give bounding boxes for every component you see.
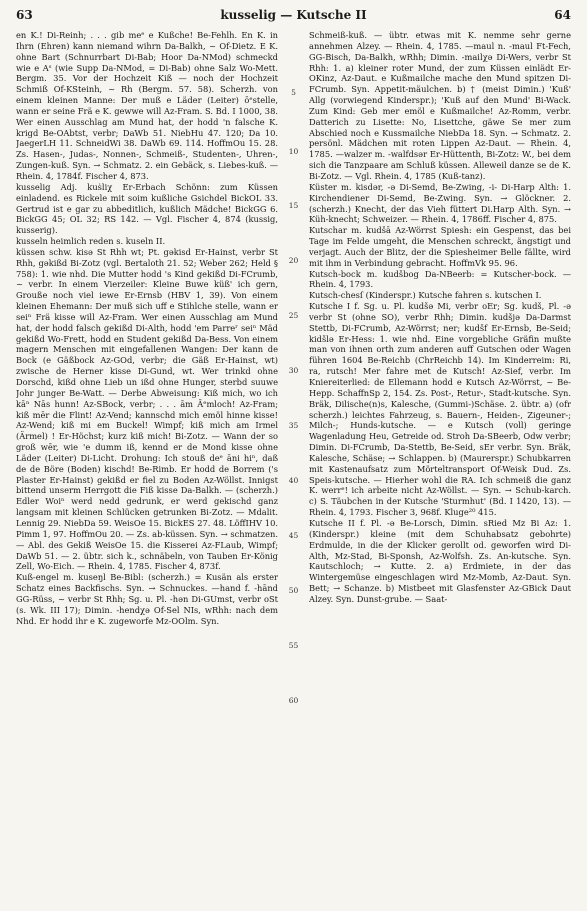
left-column bbox=[16, 30, 278, 910]
line-number: 60 bbox=[288, 696, 299, 705]
line-number: 45 bbox=[288, 531, 299, 540]
entry-kuss-engel: Kuß-engel m. kuseŋl Be-Bibl: (scherzh.) = Kusän als erster Schatz eines Backfischs. Syn. → Schnuckes. —hand f. -hānd GG-Rüss, ~ verbr St Rhh; Sg. u. Pl. -hən Di-GUmst, verbr oSt (s. Wk. III 17); Dimin. -hendχə Of-Sel NIs, wRhh: nach dem Nhd. Er hodd ihr e K. zugeworfe Mz-OOlm. Syn. bbox=[16, 572, 278, 626]
entry-kusseln: kusseln heimlich reden s. kuseln II. bbox=[16, 236, 166, 247]
line-number: 40 bbox=[288, 476, 299, 485]
line-number: 30 bbox=[288, 366, 299, 375]
running-head: kusselig — Kutsche II bbox=[220, 8, 367, 22]
line-number-gutter bbox=[278, 30, 309, 910]
right-page-number: 64 bbox=[554, 8, 571, 22]
left-page-number: 63 bbox=[16, 8, 33, 22]
line-number: 35 bbox=[288, 421, 299, 430]
line-number: 25 bbox=[288, 311, 299, 320]
entry-kutsch-bock: Kutsch-bock m. kudšbog Da-NBeerb: = Kutscher-bock. — Rhein. 4, 1793. bbox=[309, 268, 571, 290]
entry-kutsch-chesf: Kutsch-chesſ (Kinderspr.) Kutsche fahren s. kutschen I. bbox=[309, 290, 542, 301]
line-number: 5 bbox=[291, 88, 296, 97]
entry-kutsche-ii: Kutsche II f. Pl. -ə Be-Lorsch, Dimin. sRied Mz Bi Az: 1. (Kinderspr.) kleine (mit dem Schuhabsatz gebohrte) Erdmulde, in die der Klicker gerollt od. geworfen wird Di-Alth, Mz-Stad, Bi-Sponsh, Az-Wolfsh. Zs. An-kutsche. Syn. Kautschloch; → Kutte. 2. a) Erdmiete, in der das Wintergemüse eingeschlagen wird Mz-Momb, Az-Daut. Syn. Bett; → Schanze. b) Mistbeet mit Glasfenster Az-GBick Daut Alzey. Syn. Dunst-grube. — Saat- bbox=[309, 517, 571, 604]
line-number: 50 bbox=[288, 586, 299, 595]
entry-kuss-cont: en K.! Di-Reinh; . . . gib meᵉ e Kußche! Be-Fehlh. En K. in Ihrn (Ehren) kann niemand wihrn Da-Balkh, ~ Of-Dietz. E K. ohne Bart (Schnurrbart Di-Bab; Hoor Da-NMod) schmeckd wie e Aˢ (wie Supp Da-NMod, = Di-Bab) ohne Salz Wo-Mett. Bergm. 35. Vor der Hochzeit Kiß — noch der Hochzeit Schmiß Of-KSteinh, ~ Rh (Bergm. 57. 58). Scherzh. von einem kleinen Manne: Der muß e Läder (Leiter) ōᵉstelle, wann er seine Frä e K. gewwe will Az-Fram. S. Bd. I 1000, 38. Wer einen Ausschlag am Mund hat, der hodd 'n falsche K. krigd Be-OAbtst, verbr; DaWb 51. NiebHu 47. 120; Da 10. JaegerLH 11. SchneidWi 38. DaWb 69. 114. HoffmOu 15. 28. Zs. Hasen-, Judas-, Nonnen-, Schmeiß-, Studenten-, Uhren-, Zungen-kuß. Syn. → Schmatz. 2. ein Gebäck, s. Liebes-kuß. — Rhein. 4, 1784f. Fischer 4, 873. bbox=[16, 30, 278, 181]
entry-kutsche-i: Kutsche I f. Sg. u. Pl. kudšə Mi, verbr oEr; Sg. kudš, Pl. -ə verbr St (ohne SO), verbr Rhh; Dimin. kudšjə Da-Darmst Stettb, Di-FCrumb, Az-Wörrst; ner; kudšf Er-Ernsb, Be-Seid; kidšlə Er-Hess: 1. wie nhd. Eine vorgebliche Gräfin mußte man von ihnen orth zum anderen auff Gutschen oder Wagen führen 1604 Be-Reichb (ChrReichb 14). Im Kinderreim: Ri, ra, rutsch! Mer fahre met de Kutsch! Az-Sief, verbr. Im Kniereiterlied: de Ellemann hodd e Kutsch Az-Wörrst, ~ Be-Hepp. SchaffnSp 2, 154. Zs. Post-, Retur-, Stadt-kutsche. Syn. Bräk, Dilische(n)s, Kalesche, (Gummi-)Schäse. 2. übtr. a) (ofr scherzh.) leichtes Fahrzeug, s. Bauern-, Heiden-, Zigeuner-; Milch-; Hunds-kutsche. — e Kutsch (voll) geringe Wagenladung Heu, Getreide od. Stroh Da-SBeerb, Odw verbr; Dimin. Di-FCrumb, Da-Stettb, Be-Seid, sEr verbr. Syn. Bräk, Kalesche, Schäse; → Schlappen. b) (Maurerspr.) Schubkarren mit Kastenaufsatz zum Mörteltransport Of-Weisk Dud. Zs. Speis-kutsche. — Hierher wohl die RA. Ich schmeiß die ganz K. werrᵉ! ich arbeite nicht Az-Wöllst. — Syn. → Schub-karch. c) S. Täubchen in der Kutsche 'Sturmhut' (Bd. I 1420, 13). — Rhein. 4, 1793. Fischer 3, 968f. Kluge²⁰ 415. bbox=[309, 301, 571, 518]
line-number: 20 bbox=[288, 256, 299, 265]
line-number: 15 bbox=[288, 201, 299, 210]
entry-kusselig: kusselig Adj. kuṡliχ Er-Erbach Schönn: zum Küssen einladend. es Rickele mit soim kußliche Gsichdel BickOL 33. Gertrud ist e gar zu abbeditlich, kußlich Mädche! BickGG 6. BickGG 45; OL 32; RS 142. — Vgl. Fischer 4, 874 (kussig, kusserig). bbox=[16, 181, 278, 236]
entry-kutschar: Kutschar m. kudšā Az-Wörrst Spiesh: ein Gespenst, das bei Tage im Felde umgeht, die Menschen schreckt, ängstigt und verjagt. Auch der Blitz, der die Spiesheimer Belle fällte, wird mit ihm in Verbindung gebracht. HoffmVk 95. 96. bbox=[309, 225, 571, 268]
entry-kuessen: küssen schw. kisə St Rhh wt; Pt. gəkisd Er-Hainst, verbr St Rhh, gəkißd Bi-Zotz (vgl. Bertaloth 21. 52; Weber 262; Held § 758): 1. wie nhd. Die Mutter hodd 's Kind gekißd Di-FCrumb, ~ verbr. In einem Vierzeiler: Kleine Buwe küß' ich gern, Grouße noch viel iewe Er-Ernsb (HBV 1, 39). Von einem kleinen Ehemann: Der muß sich uff e Stihlche stelle, wann er seiⁿ Frä kisse will Az-Fram. Wer einen Ausschlag am Mund hat, der hodd falsch gekißd Di-Alth, hodd 'em Parreʳ seiⁿ Mäd gekißd Wo-Frett, hodd en Student gekißd Da-Bess. Von einem magern Menschen mit eingefallenen Wangen: Der kann de Bock (e Gäßbock Az-GOd, verbr; die Gäß Er-Hainst, wt) zwische de Herner kisse Di-Gund, wt. Wer trinkd ohne Dorschd, kißd ohne Lieb un ißd ohne Hunger, sterbd suuwe Johr junger Be-Watt. — Derbe Abweisung: Kiß mich, wo ich kāⁿ Nās hunn! Az-SBock, verbr; . . . ām Āᵉmloch! Az-Fram; kiß mēr die Flint! Az-Vend; kannschd mich emöl hinne kisse! Az-Wend; kiß mi em Buckel! Wimpf; kiß mich am Irmel (Ärmel) ! Er-Höchst; kurz kiß mich! Bi-Zotz. — Wann der so groß wēr, wie 'e dumm iß, kennd er de Mond kisse ohne Läder (Leiter) Di-Licht. Drohung: Ich stouß deᵉ āni hiⁿ, daß de de Böre (Boden) kischd! Be-Rimb. Er hodd de Borrem ('s Plaster Er-Hainst) gekißd er fiel zu Boden Az-Wöllst. Innigst bittend unserm Herrgott die Fiß kisse Da-Balkh. — (scherzh.) Edler Woiⁿ werd nedd gedrunk, er werd gekischd ganz langsam mit kleinen Schlücken getrunken Bi-Zotz. — Mdalit. Lennig 29. NiebDa 59. WeisOe 15. BickES 27. 48. LöffIHV 10. Pimm 1, 97. HoffmOu 20. — Zs. ab-küssen. Syn. → schmatzen. — Abl. des Gekiß WeisOe 15. die Kisserei Az-FLaub, Wimpf; DaWb 51. — 2. übtr. sich k., schnäbeln, von Tauben Er-König Zell, Wo-Eich. — Rhein. 4, 1785. Fischer 4, 873f. bbox=[16, 246, 278, 572]
entry-kuester: Küster m. kisdər, -ə Di-Semd, Be-Zwing, -i- Di-Harp Alth: 1. Kirchendiener Di-Semd, Be-Zwing. Syn. → Glöckner. 2. (scherzh.) Knecht, der das Vieh füttert Di.Harp Alth. Syn. → Küh-knecht; Schweizer. — Rhein. 4, 1786ff. Fischer 4, 875. bbox=[309, 181, 571, 225]
line-number: 10 bbox=[288, 147, 299, 156]
entry-schmeiss-kuss-cont: Schmeiß-kuß. — übtr. etwas mit K. nemme sehr gerne annehmen Alzey. — Rhein. 4, 1785. —maul n. -maul Ft-Fech, GG-Bisch, Da-Balkh, wRhh; Dimin. -mailχə Di-Wers, verbr St Rhh: 1. a) kleiner roter Mund, der zum Küssen einlädt Er-OKinz, Az-Daut. e Kußmailche mache den Mund spitzen Di-FCrumb. Syn. Appetit-mäulchen. b) † (meist Dimin.) 'Kuß' Allg (vorwiegend Kinderspr.); 'Kuß auf den Mund' Bi-Wack. Zum Kind: Geb mer emöl e Kußmailche! Az-Romm, verbr. Datterich zu Lisette: No, Lisettche, gäwe Se mer zum Abschied noch e Kussmailche NiebDa 18. Syn. → Schmatz. 2. persönl. Mädchen mit roten Lippen Az-Daut. — Rhein. 4, 1785. —walzer m. -walfdsər Er-Hüttenth, Bi-Zotz: W., bei dem sich die Tanzpaare am Schluß küssen. Alleweil danze se de K. Bi-Zotz. — Vgl. Rhein. 4, 1785 (Kuß-tanz). bbox=[309, 30, 571, 181]
page-header bbox=[16, 8, 571, 26]
right-column bbox=[309, 30, 571, 910]
line-number: 55 bbox=[288, 641, 299, 650]
two-column-body bbox=[16, 30, 571, 910]
